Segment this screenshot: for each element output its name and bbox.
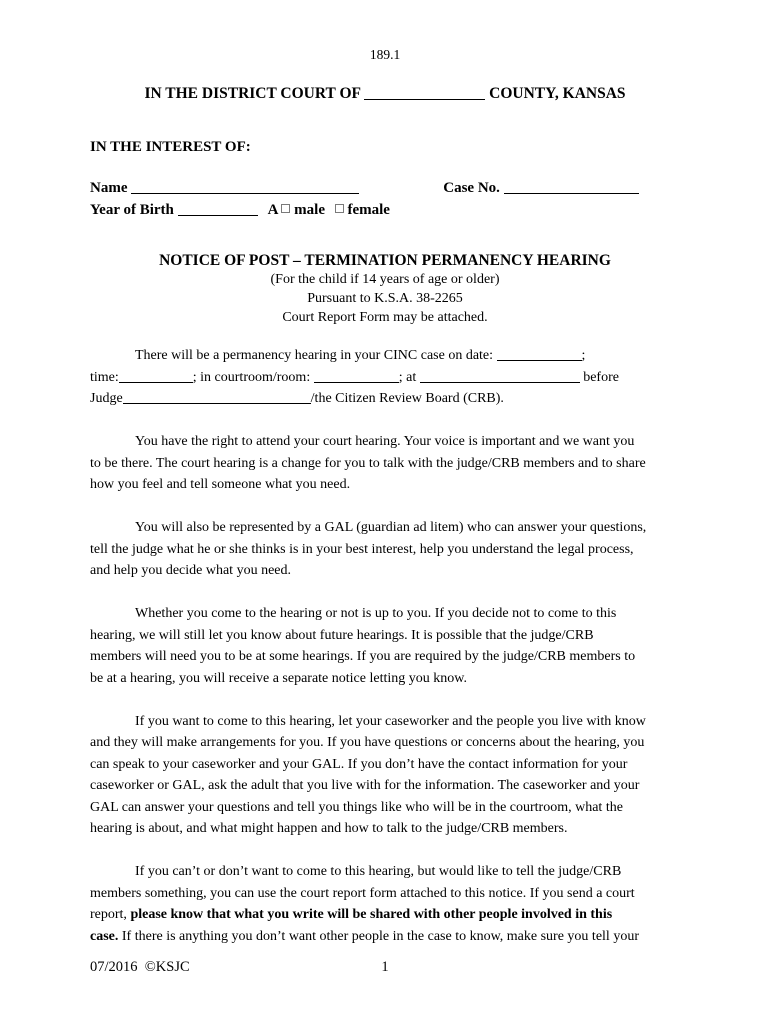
name-case-row (90, 177, 680, 199)
document-title: NOTICE OF POST – TERMINATION PERMANENCY HEARING (159, 252, 611, 269)
text-line (90, 453, 680, 475)
text-line (90, 754, 680, 776)
name-blank[interactable] (131, 180, 359, 194)
year-of-birth-row (90, 199, 680, 221)
text-line (90, 926, 680, 948)
gender-prefix: A (267, 202, 282, 218)
text-segment: If you want to come to this hearing, let your caseworker and the people you live with know (135, 713, 646, 729)
case-no-label: Case No. (443, 180, 504, 196)
paragraph-gal-representation (90, 517, 680, 582)
female-label: female (343, 202, 390, 218)
text-segment: hearing is about, and what might happen and how to talk to the judge/CRB members. (90, 821, 568, 836)
court-line-suffix: COUNTY, KANSAS (485, 85, 626, 102)
hearing-time-blank[interactable] (119, 369, 193, 383)
text-line (90, 711, 680, 733)
text-segment: can speak to your caseworker and your GAL. If you don’t have the contact information for your (90, 756, 628, 772)
text-segment: If there is anything you don’t want other people in the case to know, make sure you tell your (118, 928, 639, 944)
female-checkbox[interactable] (335, 204, 344, 213)
text-line (90, 603, 680, 625)
hearing-date-blank[interactable] (497, 347, 582, 361)
text-line (90, 388, 680, 410)
court-header (90, 84, 680, 104)
location-text: ; at (398, 369, 420, 385)
text-line (90, 539, 680, 561)
courtroom-text: ; in courtroom/room: (192, 369, 314, 385)
crb-text: /the Citizen Review Board (CRB). (310, 391, 504, 406)
text-segment: to be there. The court hearing is a change for you to talk with the judge/CRB members and to share (90, 455, 646, 471)
text-segment: caseworker or GAL, ask the adult that you live with for the information. The caseworker and your (90, 778, 640, 793)
name-label: Name (90, 180, 132, 196)
footer-revision: 07/2016 ©KSJC (90, 959, 190, 975)
hearing-time-text: time: (90, 369, 119, 385)
text-segment: be at a hearing, you will receive a separate notice letting you know. (90, 670, 467, 686)
case-no-blank[interactable] (504, 180, 639, 194)
before-text: before (579, 369, 619, 385)
title-block (90, 251, 680, 327)
form-number: 189.1 (369, 47, 401, 62)
text-segment: If you can’t or don’t want to come to this hearing, but would like to tell the judge/CRB (135, 864, 622, 879)
text-segment: GAL can answer your questions and tell you things like who will be in the courtroom, what the (90, 799, 623, 815)
text-line (90, 883, 680, 905)
text-segment: and help you decide what you need. (90, 563, 291, 578)
paragraph-right-to-attend (90, 431, 680, 496)
hearing-details-paragraph (90, 345, 680, 410)
text-segment: how you feel and tell someone what you need. (90, 477, 351, 492)
text-line (90, 345, 680, 367)
paragraph-arrangements (90, 711, 680, 840)
text-line (90, 625, 680, 647)
text-segment: hearing, we will still let you know about future hearings. It is possible that the judge/CRB (90, 627, 594, 643)
text-segment: You have the right to attend your court hearing. Your voice is important and we want you (135, 434, 635, 449)
text-line (90, 818, 680, 840)
text-segment: You will also be represented by a GAL (guardian ad litem) who can answer your questions, (135, 520, 647, 535)
footer-page-number: 1 (381, 959, 389, 975)
text-line (90, 904, 680, 926)
subtitle-statute: Pursuant to K.S.A. 38-2265 (307, 291, 463, 306)
text-segment: please know that what you write will be shared with other people involved in this (130, 907, 613, 922)
judge-name-blank[interactable] (123, 390, 311, 404)
text-line (90, 474, 680, 496)
text-segment: members will need you to be at some hearings. If you are required by the judge/CRB members to (90, 649, 636, 664)
location-blank[interactable] (420, 369, 580, 383)
spacer (359, 191, 443, 192)
text-segment: case. (90, 928, 119, 944)
text-segment: Whether you come to the hearing or not is up to you. If you decide not to come to this (135, 606, 617, 621)
text-line (90, 517, 680, 539)
text-line (90, 668, 680, 690)
text-segment: and they will make arrangements for you. If you have questions or concerns about the hearing, you (90, 735, 645, 750)
text-line (90, 775, 680, 797)
male-label: male (290, 202, 329, 218)
text-line (90, 367, 680, 389)
spacer (329, 213, 335, 214)
text-segment: tell the judge what he or she thinks is in your best interest, help you understand the legal process, (90, 541, 634, 557)
subtitle-age-note: (For the child if 14 years of age or older) (270, 272, 500, 287)
text-segment: report, (90, 907, 131, 922)
county-blank[interactable] (364, 86, 485, 100)
text-line (90, 646, 680, 668)
paragraph-court-report (90, 861, 680, 947)
punctuation: ; (581, 348, 586, 363)
spacer (258, 213, 268, 214)
court-line-prefix: IN THE DISTRICT COURT OF (144, 85, 365, 102)
paragraph-attendance-choice (90, 603, 680, 689)
text-line (90, 861, 680, 883)
hearing-date-text: There will be a permanency hearing in your CINC case on date: (135, 348, 497, 363)
text-line (90, 560, 680, 582)
judge-text: Judge (90, 391, 123, 406)
subtitle-attachment-note: Court Report Form may be attached. (282, 310, 488, 325)
text-line (90, 797, 680, 819)
year-of-birth-blank[interactable] (178, 202, 258, 216)
year-of-birth-label: Year of Birth (90, 202, 178, 218)
interest-heading: IN THE INTEREST OF: (90, 139, 251, 155)
text-segment: members something, you can use the court report form attached to this notice. If you send a court (90, 885, 635, 901)
text-line (90, 431, 680, 453)
courtroom-blank[interactable] (314, 369, 399, 383)
text-line (90, 732, 680, 754)
